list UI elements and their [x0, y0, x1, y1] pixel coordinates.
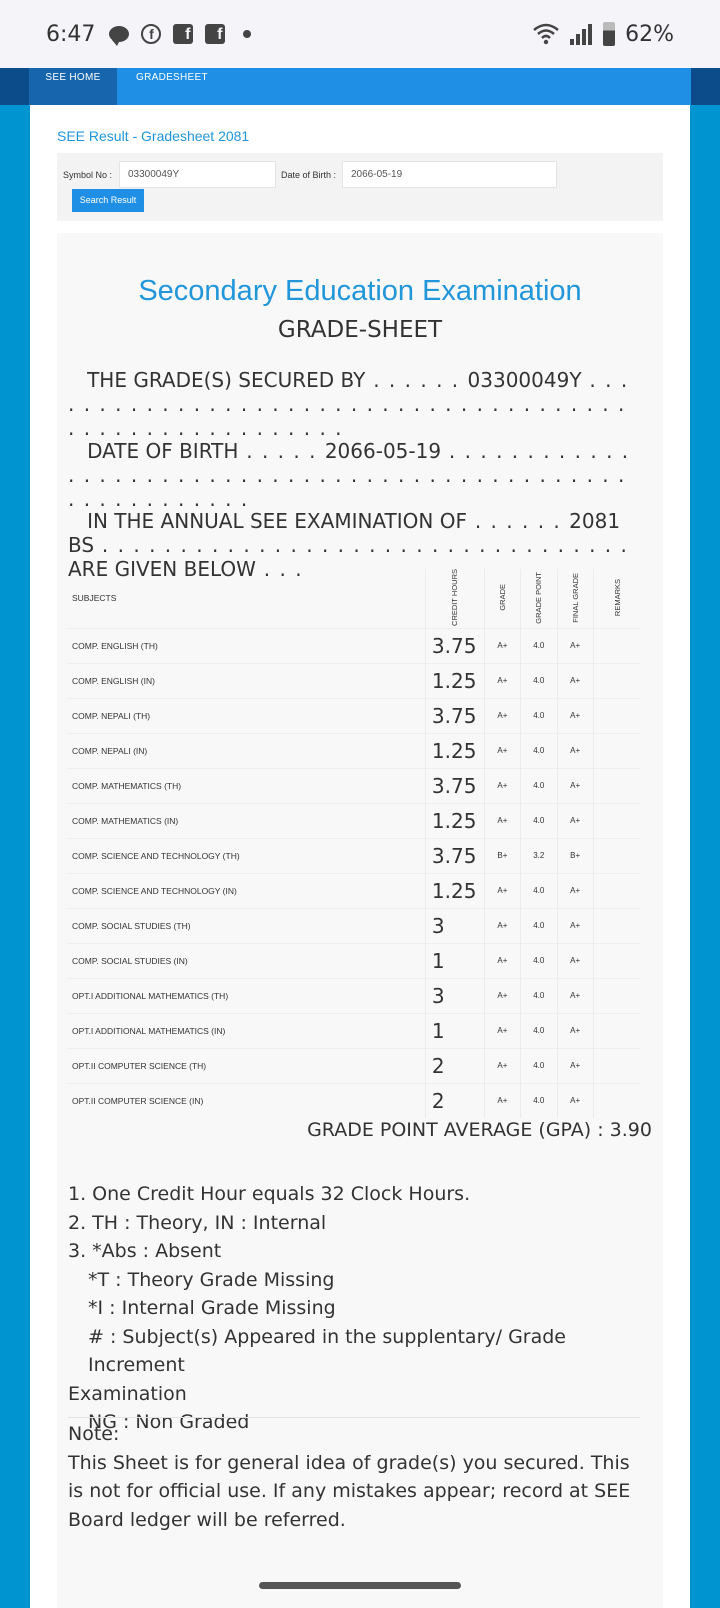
- exam-prefix: IN THE ANNUAL SEE EXAMINATION OF: [87, 509, 467, 533]
- table-row: [67, 1013, 641, 1048]
- search-result-button[interactable]: Search Result: [72, 189, 144, 212]
- table-row: [67, 663, 641, 698]
- status-time: 6:47: [46, 21, 96, 47]
- grade-cell: A+: [484, 1083, 520, 1118]
- remarks-cell: [593, 838, 641, 873]
- credit-hours-cell: 1: [425, 943, 484, 978]
- final-grade-cell: A+: [557, 733, 593, 768]
- subject-cell: COMP. MATHEMATICS (IN): [67, 803, 425, 838]
- remarks-cell: [593, 698, 641, 733]
- dob-value: 2066-05-19: [324, 439, 442, 463]
- subject-cell: COMP. SCIENCE AND TECHNOLOGY (TH): [67, 838, 425, 873]
- divider: [68, 1417, 640, 1418]
- sheet-title: Secondary Education Examination: [138, 275, 582, 307]
- final-grade-cell: A+: [557, 698, 593, 733]
- subject-cell: OPT.II COMPUTER SCIENCE (IN): [67, 1083, 425, 1118]
- subject-cell: OPT.II COMPUTER SCIENCE (TH): [67, 1048, 425, 1083]
- subject-cell: COMP. SOCIAL STUDIES (IN): [67, 943, 425, 978]
- grade-point-cell: 4.0: [521, 733, 557, 768]
- header-grade: GRADE: [484, 569, 520, 628]
- gpa-value: GRADE POINT AVERAGE (GPA) : 3.90: [307, 1119, 652, 1141]
- table-row: [67, 698, 641, 733]
- page-title: SEE Result - Gradesheet 2081: [57, 128, 250, 144]
- header-final-grade: FINAL GRADE: [557, 569, 593, 628]
- credit-hours-cell: 3: [425, 978, 484, 1013]
- dob-line: DATE OF BIRTH . . . . . 2066-05-19 . . . . . . . . . . . . . . . . . . . . . . . . . . . . . . . . . . . . . . . . . . . . . . . . . . . . . . . . . . . .: [68, 439, 630, 511]
- grade-cell: A+: [484, 663, 520, 698]
- notification-icons: [109, 24, 251, 44]
- grade-point-cell: 4.0: [521, 978, 557, 1013]
- credit-hours-cell: 2: [425, 1048, 484, 1083]
- final-grade-cell: A+: [557, 978, 593, 1013]
- table-header-row: [67, 569, 641, 628]
- grade-cell: A+: [484, 943, 520, 978]
- subject-cell: COMP. ENGLISH (IN): [67, 663, 425, 698]
- subject-cell: COMP. SOCIAL STUDIES (TH): [67, 908, 425, 943]
- grade-cell: A+: [484, 768, 520, 803]
- grade-point-cell: 4.0: [521, 1048, 557, 1083]
- grade-point-cell: 4.0: [521, 1013, 557, 1048]
- grade-cell: A+: [484, 1013, 520, 1048]
- final-grade-cell: A+: [557, 908, 593, 943]
- credit-hours-cell: 1.25: [425, 803, 484, 838]
- secured-by-value: 03300049Y: [467, 368, 582, 392]
- table-row: [67, 838, 641, 873]
- table-row: [67, 1083, 641, 1118]
- remarks-cell: [593, 733, 641, 768]
- sheet-subtitle: GRADE-SHEET: [277, 317, 443, 343]
- nav-see-home[interactable]: SEE HOME: [29, 68, 117, 105]
- wifi-icon: [533, 23, 559, 45]
- final-grade-cell: A+: [557, 768, 593, 803]
- note-non-graded: NG : Non Graded: [88, 1411, 250, 1433]
- table-row: [67, 943, 641, 978]
- remarks-cell: [593, 1083, 641, 1118]
- note-credit-hour: 1. One Credit Hour equals 32 Clock Hours.: [68, 1183, 471, 1205]
- facebook-circle-icon: f: [141, 24, 161, 44]
- disclaimer: [68, 1420, 640, 1534]
- final-grade-cell: A+: [557, 1013, 593, 1048]
- nav-gradesheet[interactable]: GRADESHEET: [136, 72, 208, 83]
- final-grade-cell: B+: [557, 838, 593, 873]
- disclaimer-label: Note:: [68, 1423, 120, 1445]
- remarks-cell: [593, 663, 641, 698]
- home-indicator[interactable]: [259, 1582, 461, 1589]
- table-row: [67, 908, 641, 943]
- remarks-cell: [593, 978, 641, 1013]
- grade-point-cell: 4.0: [521, 873, 557, 908]
- remarks-cell: [593, 943, 641, 978]
- subject-cell: OPT.I ADDITIONAL MATHEMATICS (IN): [67, 1013, 425, 1048]
- main-panel: [30, 105, 690, 1608]
- remarks-cell: [593, 1048, 641, 1083]
- final-grade-cell: A+: [557, 628, 593, 663]
- final-grade-cell: A+: [557, 1048, 593, 1083]
- credit-hours-cell: 3.75: [425, 838, 484, 873]
- grade-cell: A+: [484, 803, 520, 838]
- remarks-cell: [593, 803, 641, 838]
- final-grade-cell: A+: [557, 943, 593, 978]
- table-row: [67, 873, 641, 908]
- subject-cell: OPT.I ADDITIONAL MATHEMATICS (TH): [67, 978, 425, 1013]
- subject-cell: COMP. MATHEMATICS (TH): [67, 768, 425, 803]
- note-th-in: 2. TH : Theory, IN : Internal: [68, 1211, 327, 1234]
- message-icon: [109, 26, 129, 42]
- table-row: [67, 1048, 641, 1083]
- table-row: [67, 768, 641, 803]
- grade-point-cell: 4.0: [521, 628, 557, 663]
- legend-notes: [68, 1180, 640, 1437]
- table-row: [67, 628, 641, 663]
- grade-cell: A+: [484, 1048, 520, 1083]
- remarks-cell: [593, 908, 641, 943]
- grade-point-cell: 4.0: [521, 663, 557, 698]
- credit-hours-cell: 3.75: [425, 768, 484, 803]
- battery-icon: [603, 22, 615, 46]
- grades-table: [67, 569, 641, 1118]
- grade-point-cell: 4.0: [521, 698, 557, 733]
- final-grade-cell: A+: [557, 1083, 593, 1118]
- grade-point-cell: 4.0: [521, 908, 557, 943]
- grade-point-cell: 4.0: [521, 768, 557, 803]
- grade-cell: A+: [484, 908, 520, 943]
- credit-hours-cell: 1.25: [425, 873, 484, 908]
- remarks-cell: [593, 873, 641, 908]
- grade-cell: A+: [484, 978, 520, 1013]
- credit-hours-cell: 2: [425, 1083, 484, 1118]
- search-form: [57, 153, 663, 221]
- final-grade-cell: A+: [557, 663, 593, 698]
- note-supplementary: # : Subject(s) Appeared in the supplentary/ Grade Increment: [88, 1325, 566, 1376]
- subject-cell: COMP. NEPALI (IN): [67, 733, 425, 768]
- top-navbar: [0, 68, 720, 105]
- dob-prefix: DATE OF BIRTH: [87, 439, 239, 463]
- note-examination: Examination: [68, 1382, 187, 1405]
- grade-cell: A+: [484, 628, 520, 663]
- grade-cell: A+: [484, 733, 520, 768]
- grade-sheet: [57, 233, 663, 1608]
- remarks-cell: [593, 768, 641, 803]
- header-subjects: SUBJECTS: [67, 569, 425, 628]
- secured-by-prefix: THE GRADE(S) SECURED BY: [87, 368, 366, 392]
- table-row: [67, 733, 641, 768]
- subject-cell: COMP. SCIENCE AND TECHNOLOGY (IN): [67, 873, 425, 908]
- symbol-label: Symbol No :: [63, 170, 113, 180]
- grade-cell: A+: [484, 698, 520, 733]
- header-credit-hours: CREDIT HOURS: [425, 569, 484, 628]
- grade-point-cell: 4.0: [521, 943, 557, 978]
- note-abs: 3. *Abs : Absent: [68, 1240, 222, 1262]
- signal-icon: [569, 23, 593, 45]
- system-icons: [533, 22, 674, 47]
- grade-point-cell: 4.0: [521, 1083, 557, 1118]
- symbol-input[interactable]: 03300049Y: [119, 161, 276, 188]
- grade-point-cell: 3.2: [521, 838, 557, 873]
- grade-point-cell: 4.0: [521, 803, 557, 838]
- final-grade-cell: A+: [557, 873, 593, 908]
- credit-hours-cell: 3: [425, 908, 484, 943]
- exam-suffix: ARE GIVEN BELOW: [68, 557, 256, 581]
- remarks-cell: [593, 1013, 641, 1048]
- credit-hours-cell: 1: [425, 1013, 484, 1048]
- note-internal-missing: *I : Internal Grade Missing: [88, 1297, 336, 1319]
- dob-input[interactable]: 2066-05-19: [342, 161, 557, 188]
- dob-label: Date of Birth :: [281, 170, 337, 180]
- dot-icon: [243, 30, 251, 38]
- credit-hours-cell: 3.75: [425, 698, 484, 733]
- grade-cell: B+: [484, 838, 520, 873]
- subject-cell: COMP. NEPALI (TH): [67, 698, 425, 733]
- battery-percent: 62%: [625, 21, 674, 47]
- disclaimer-text: This Sheet is for general idea of grade(s) you secured. This is not for official use. If any mistakes appear; record at SEE Board ledger will be referred.: [68, 1451, 631, 1531]
- facebook-square-icon: f: [173, 24, 193, 44]
- note-theory-missing: *T : Theory Grade Missing: [88, 1268, 335, 1291]
- exam-value: 2081 BS: [68, 509, 621, 557]
- header-remarks: REMARKS: [612, 578, 622, 617]
- exam-line: IN THE ANNUAL SEE EXAMINATION OF . . . . . . 2081 BS . . . . . . . . . . . . . . . . . . . . . . . . . . . . . . . . . . ARE GIVEN BELOW . . .: [68, 509, 629, 581]
- remarks-cell: [593, 628, 641, 663]
- subject-cell: COMP. ENGLISH (TH): [67, 628, 425, 663]
- table-row: [67, 803, 641, 838]
- secured-by-line: THE GRADE(S) SECURED BY . . . . . . 03300049Y . . . . . . . . . . . . . . . . . . . . . . . . . . . . . . . . . . . . . . . . . . . . . . . . . . . . . . . . .: [68, 368, 629, 440]
- table-row: [67, 978, 641, 1013]
- grade-cell: A+: [484, 873, 520, 908]
- facebook-square-icon: f: [205, 24, 225, 44]
- final-grade-cell: A+: [557, 803, 593, 838]
- header-grade-point: GRADE POINT: [521, 569, 557, 628]
- credit-hours-cell: 1.25: [425, 733, 484, 768]
- credit-hours-cell: 3.75: [425, 628, 484, 663]
- status-bar: [0, 0, 720, 68]
- credit-hours-cell: 1.25: [425, 663, 484, 698]
